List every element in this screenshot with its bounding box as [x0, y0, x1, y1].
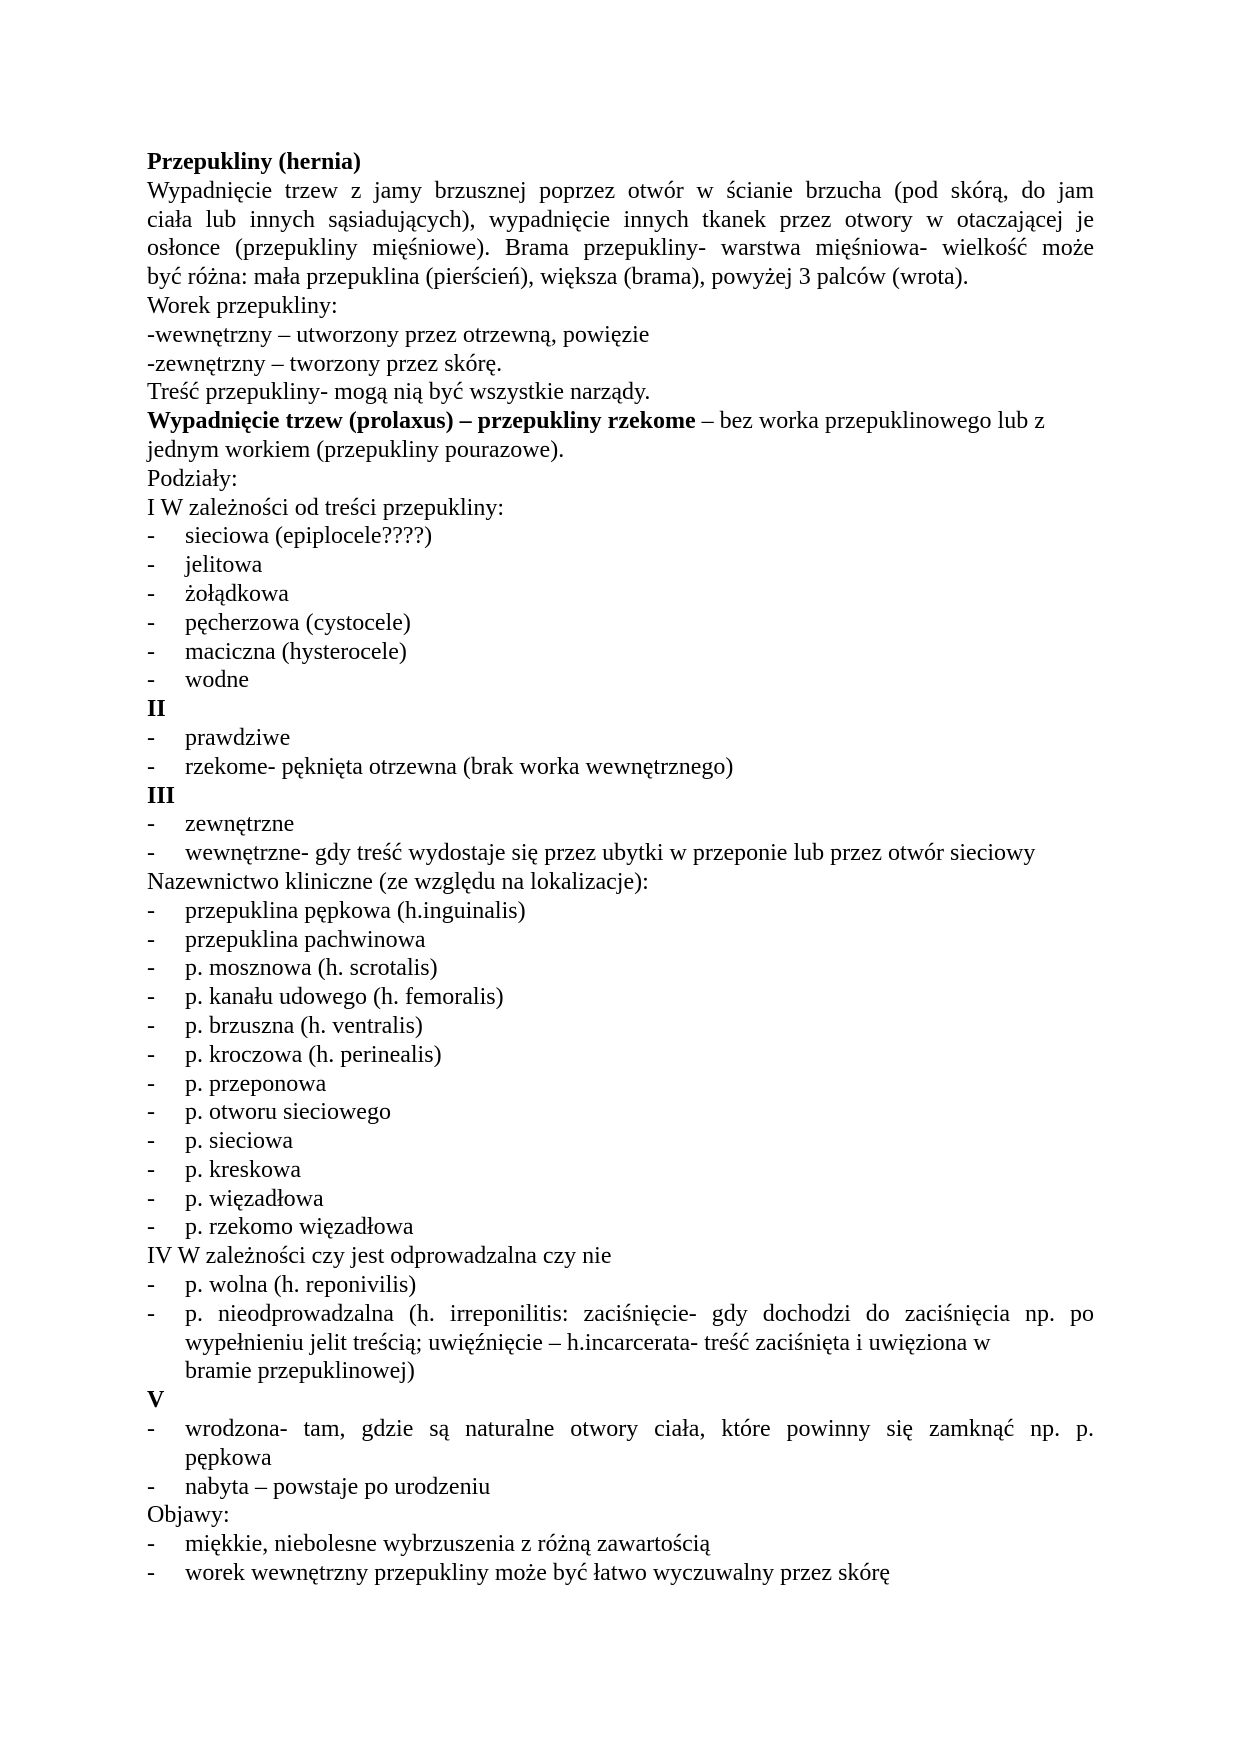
- list-item: [147, 1127, 1094, 1156]
- bullet-dash: -: [147, 1473, 155, 1500]
- list-item: [147, 1156, 1094, 1185]
- document-title: Przepukliny (hernia): [147, 149, 361, 175]
- bullet-dash: -: [147, 1070, 155, 1097]
- prolapse-line-2: jednym workiem (przepukliny pourazowe).: [147, 436, 565, 463]
- list-item-text: p. sieciowa: [185, 1128, 293, 1155]
- bullet-dash: -: [147, 1128, 155, 1155]
- list-item: [147, 724, 1094, 753]
- bullet-dash: -: [147, 753, 155, 780]
- list-item: [147, 609, 1094, 638]
- list-item: [147, 1185, 1094, 1214]
- list-item-text: p. więzadłowa: [185, 1185, 324, 1212]
- group5-heading: V: [147, 1387, 165, 1414]
- list-item-text: worek wewnętrzny przepukliny może być łatwo wyczuwalny przez skórę: [185, 1560, 891, 1587]
- list-item-text: pęcherzowa (cystocele): [185, 609, 411, 636]
- list-item: [147, 1098, 1094, 1127]
- list-item: [147, 551, 1094, 580]
- list-item-text: przepuklina pępkowa (h.inguinalis): [185, 897, 526, 924]
- symptoms-heading: Objawy:: [147, 1502, 230, 1529]
- intro-line: osłonce (przepukliny mięśniowe). Brama przepukliny- warstwa mięśniowa- wielkość może: [147, 235, 1094, 262]
- prolapse-bold-text: Wypadnięcie trzew (prolaxus) – przepukliny rzekome: [147, 408, 696, 435]
- bullet-dash: -: [147, 1214, 155, 1241]
- prolapse-paragraph: [147, 407, 1094, 436]
- bullet-dash: -: [147, 840, 155, 867]
- content-line: Treść przepukliny- mogą nią być wszystkie narządy.: [147, 379, 651, 406]
- group2-heading: II: [147, 696, 166, 723]
- list-item-text: wewnętrzne- gdy treść wydostaje się przez ubytki w przeponie lub przez otwór sieciowy: [185, 840, 1036, 867]
- bullet-dash: -: [147, 1531, 155, 1558]
- bullet-dash: -: [147, 580, 155, 607]
- list-item-text: p. mosznowa (h. scrotalis): [185, 955, 438, 982]
- list-item: [147, 1041, 1094, 1070]
- list-item: [147, 954, 1094, 983]
- list-item: [147, 1271, 1094, 1300]
- list-item-text: p. kreskowa: [185, 1156, 301, 1183]
- list-item-text: rzekome- pęknięta otrzewna (brak worka wewnętrznego): [185, 753, 734, 780]
- list-item: [147, 1415, 1094, 1473]
- bullet-dash: -: [147, 667, 155, 694]
- list-item: [147, 983, 1094, 1012]
- list-item: [147, 666, 1094, 695]
- bullet-dash: -: [147, 984, 155, 1011]
- bullet-dash: -: [147, 897, 155, 924]
- list-item: [147, 810, 1094, 839]
- list-item: [147, 1070, 1094, 1099]
- list-item: [147, 1473, 1094, 1502]
- document-body: [147, 148, 1094, 1588]
- bullet-dash: -: [147, 552, 155, 579]
- list-item: [147, 1530, 1094, 1559]
- bullet-dash: -: [147, 1156, 155, 1183]
- list-item-text-last: pępkowa: [185, 1444, 272, 1471]
- list-item-text: nabyta – powstaje po urodzeniu: [185, 1473, 491, 1500]
- bullet-dash: -: [147, 1272, 155, 1299]
- prolapse-rest-text: – bez worka przepuklinowego lub z: [695, 408, 1045, 435]
- sack-heading: Worek przepukliny:: [147, 292, 338, 319]
- bullet-dash: -: [147, 724, 155, 751]
- list-item: [147, 926, 1094, 955]
- list-item-text: p. przeponowa: [185, 1070, 327, 1097]
- bullet-dash: -: [147, 609, 155, 636]
- bullet-dash: -: [147, 1041, 155, 1068]
- bullet-dash: -: [147, 1300, 155, 1327]
- list-item: [147, 1012, 1094, 1041]
- list-item-text: p. kanału udowego (h. femoralis): [185, 984, 504, 1011]
- list-item-text-last: bramie przepuklinowej): [185, 1358, 415, 1385]
- group4-heading: IV W zależności czy jest odprowadzalna czy nie: [147, 1243, 612, 1270]
- intro-line: być różna: mała przepuklina (pierścień), większa (brama), powyżej 3 palców (wrota).: [147, 264, 969, 291]
- list-item-text: miękkie, niebolesne wybrzuszenia z różną zawartością: [185, 1531, 711, 1558]
- list-item: [147, 580, 1094, 609]
- bullet-dash: -: [147, 1416, 155, 1443]
- bullet-dash: -: [147, 523, 155, 550]
- list-item-text: wodne: [185, 667, 249, 694]
- list-item-text: p. rzekomo więzadłowa: [185, 1214, 414, 1241]
- intro-line: ciała lub innych sąsiadujących), wypadnięcie innych tkanek przez otwory w otaczającej je: [147, 206, 1094, 233]
- bullet-dash: -: [147, 1012, 155, 1039]
- bullet-dash: -: [147, 1099, 155, 1126]
- group3-heading: III: [147, 782, 176, 809]
- list-item: [147, 522, 1094, 551]
- list-item-text: prawdziwe: [185, 724, 291, 751]
- bullet-dash: -: [147, 638, 155, 665]
- intro-line: Wypadnięcie trzew z jamy brzusznej poprzez otwór w ścianie brzucha (pod skórą, do jam: [147, 177, 1094, 204]
- list-item-text: [185, 1415, 1094, 1473]
- sack-outer-line: -zewnętrzny – tworzony przez skórę.: [147, 350, 503, 377]
- list-item-text: [185, 1300, 1094, 1386]
- list-item: [147, 638, 1094, 667]
- list-item-text: sieciowa (epiplocele????): [185, 523, 433, 550]
- bullet-dash: -: [147, 1560, 155, 1587]
- bullet-dash: -: [147, 811, 155, 838]
- sack-inner-line: -wewnętrzny – utworzony przez otrzewną, powięzie: [147, 321, 650, 348]
- list-item-text: żołądkowa: [185, 580, 289, 607]
- clinical-heading: Nazewnictwo kliniczne (ze względu na lokalizacje):: [147, 868, 649, 895]
- list-item-text: p. brzuszna (h. ventralis): [185, 1012, 423, 1039]
- list-item-text: p. kroczowa (h. perinealis): [185, 1041, 442, 1068]
- list-item: [147, 1559, 1094, 1588]
- list-item-text: p. otworu sieciowego: [185, 1099, 391, 1126]
- list-item-text-main: p. nieodprowadzalna (h. irreponilitis: zaciśnięcie- gdy dochodzi do zaciśnięcia np. po wypełnieniu jelit treścią; uwięźnięcie – h.incarcerata- treść zaciśnięta i uwięziona w: [185, 1300, 1094, 1356]
- list-item-text: jelitowa: [185, 552, 263, 579]
- list-item-text: zewnętrzne: [185, 811, 295, 838]
- list-item: [147, 897, 1094, 926]
- list-item-text: przepuklina pachwinowa: [185, 926, 426, 953]
- bullet-dash: -: [147, 1185, 155, 1212]
- list-item: [147, 839, 1094, 868]
- list-item: [147, 1300, 1094, 1386]
- divisions-heading: Podziały:: [147, 465, 238, 492]
- list-item: [147, 1213, 1094, 1242]
- list-item-text: maciczna (hysterocele): [185, 638, 407, 665]
- bullet-dash: -: [147, 955, 155, 982]
- list-item-text: p. wolna (h. reponivilis): [185, 1272, 417, 1299]
- list-item-text-main: wrodzona- tam, gdzie są naturalne otwory ciała, które powinny się zamknąć np. p.: [185, 1416, 1094, 1443]
- list-item: [147, 753, 1094, 782]
- group1-heading: I W zależności od treści przepukliny:: [147, 494, 504, 521]
- bullet-dash: -: [147, 926, 155, 953]
